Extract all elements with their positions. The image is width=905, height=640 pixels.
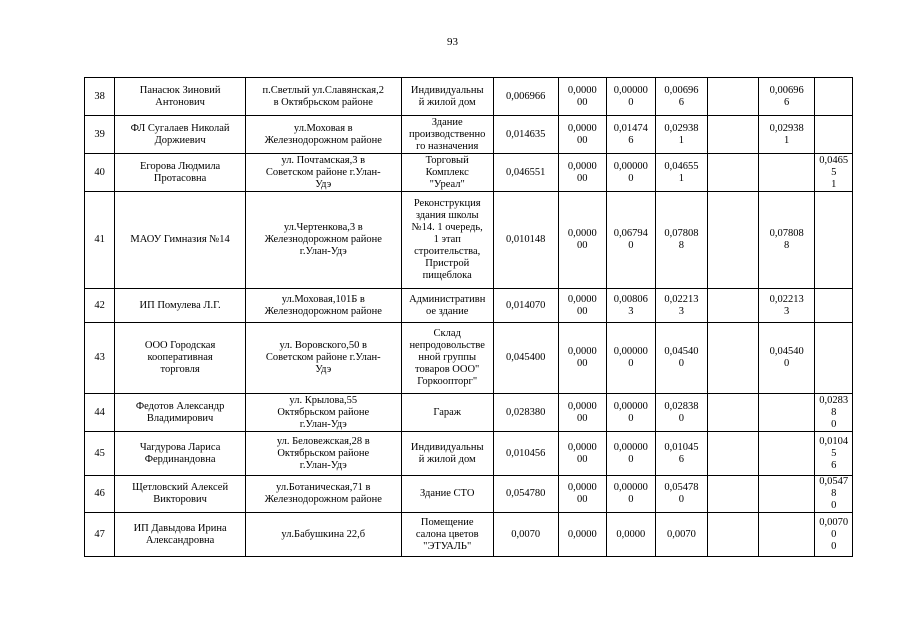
table-row bbox=[85, 394, 853, 432]
row-number-cell: 47 bbox=[85, 513, 115, 557]
value-7-cell: 0,00700 0 bbox=[815, 513, 853, 557]
value-1-cell: 0,010456 bbox=[493, 432, 558, 476]
value-4-cell: 0,00696 6 bbox=[655, 78, 708, 116]
table-row bbox=[85, 323, 853, 394]
value-3-cell: 0,00000 0 bbox=[607, 78, 656, 116]
object-type-cell: Здание производственно го назначения bbox=[401, 116, 493, 154]
object-type-cell: Помещение салона цветов "ЭТУАЛЬ" bbox=[401, 513, 493, 557]
value-2-cell: 0,0000 00 bbox=[558, 78, 607, 116]
value-3-cell: 0,01474 6 bbox=[607, 116, 656, 154]
value-4-cell: 0,07808 8 bbox=[655, 192, 708, 289]
value-4-cell: 0,02938 1 bbox=[655, 116, 708, 154]
value-6-cell bbox=[758, 154, 815, 192]
table-row bbox=[85, 289, 853, 323]
value-3-cell: 0,0000 bbox=[607, 513, 656, 557]
value-4-cell: 0,02838 0 bbox=[655, 394, 708, 432]
owner-name-cell: ООО Городская кооперативная торговля bbox=[115, 323, 246, 394]
value-2-cell: 0,0000 00 bbox=[558, 154, 607, 192]
value-2-cell: 0,0000 00 bbox=[558, 192, 607, 289]
table-row bbox=[85, 432, 853, 476]
value-4-cell: 0,02213 3 bbox=[655, 289, 708, 323]
value-5-cell bbox=[708, 323, 759, 394]
value-1-cell: 0,0070 bbox=[493, 513, 558, 557]
value-4-cell: 0,01045 6 bbox=[655, 432, 708, 476]
owner-name-cell: Щетловский Алексей Викторович bbox=[115, 476, 246, 513]
address-cell: ул.Моховая,101Б в Железнодорожном районе bbox=[245, 289, 401, 323]
value-2-cell: 0,0000 00 bbox=[558, 432, 607, 476]
object-type-cell: Административн ое здание bbox=[401, 289, 493, 323]
owner-name-cell: ФЛ Сугалаев Николай Доржиевич bbox=[115, 116, 246, 154]
value-7-cell bbox=[815, 289, 853, 323]
address-cell: ул. Крылова,55 Октябрьском районе г.Улан-Удэ bbox=[245, 394, 401, 432]
row-number-cell: 45 bbox=[85, 432, 115, 476]
value-5-cell bbox=[708, 394, 759, 432]
object-type-cell: Индивидуальны й жилой дом bbox=[401, 432, 493, 476]
value-6-cell: 0,02213 3 bbox=[758, 289, 815, 323]
value-6-cell: 0,02938 1 bbox=[758, 116, 815, 154]
data-table bbox=[84, 77, 853, 557]
object-type-cell: Здание СТО bbox=[401, 476, 493, 513]
table-body bbox=[85, 78, 853, 557]
value-1-cell: 0,028380 bbox=[493, 394, 558, 432]
object-type-cell: Гараж bbox=[401, 394, 493, 432]
page-number: 93 bbox=[447, 36, 458, 48]
value-5-cell bbox=[708, 476, 759, 513]
owner-name-cell: Панасюк Зиновий Антонович bbox=[115, 78, 246, 116]
value-4-cell: 0,04540 0 bbox=[655, 323, 708, 394]
value-2-cell: 0,0000 00 bbox=[558, 323, 607, 394]
value-3-cell: 0,00000 0 bbox=[607, 154, 656, 192]
address-cell: ул. Воровского,50 в Советском районе г.Улан- Удэ bbox=[245, 323, 401, 394]
object-type-cell: Склад непродовольстве нной группы товаров ООО" Горкоопторг" bbox=[401, 323, 493, 394]
value-1-cell: 0,010148 bbox=[493, 192, 558, 289]
value-3-cell: 0,00000 0 bbox=[607, 394, 656, 432]
owner-name-cell: Чагдурова Лариса Фердинандовна bbox=[115, 432, 246, 476]
row-number-cell: 43 bbox=[85, 323, 115, 394]
value-7-cell: 0,05478 0 bbox=[815, 476, 853, 513]
value-7-cell bbox=[815, 78, 853, 116]
row-number-cell: 46 bbox=[85, 476, 115, 513]
owner-name-cell: Федотов Александр Владимирович bbox=[115, 394, 246, 432]
row-number-cell: 41 bbox=[85, 192, 115, 289]
value-2-cell: 0,0000 00 bbox=[558, 476, 607, 513]
value-3-cell: 0,00000 0 bbox=[607, 323, 656, 394]
address-cell: ул.Моховая в Железнодорожном районе bbox=[245, 116, 401, 154]
value-2-cell: 0,0000 00 bbox=[558, 116, 607, 154]
value-5-cell bbox=[708, 154, 759, 192]
value-7-cell: 0,02838 0 bbox=[815, 394, 853, 432]
value-6-cell: 0,04540 0 bbox=[758, 323, 815, 394]
value-3-cell: 0,00000 0 bbox=[607, 476, 656, 513]
value-6-cell: 0,07808 8 bbox=[758, 192, 815, 289]
owner-name-cell: Егорова Людмила Протасовна bbox=[115, 154, 246, 192]
value-4-cell: 0,0070 bbox=[655, 513, 708, 557]
row-number-cell: 44 bbox=[85, 394, 115, 432]
value-6-cell: 0,00696 6 bbox=[758, 78, 815, 116]
address-cell: ул. Почтамская,3 в Советском районе г.Улан- Удэ bbox=[245, 154, 401, 192]
table-row bbox=[85, 192, 853, 289]
table-row bbox=[85, 78, 853, 116]
owner-name-cell: ИП Давыдова Ирина Александровна bbox=[115, 513, 246, 557]
value-3-cell: 0,06794 0 bbox=[607, 192, 656, 289]
object-type-cell: Реконструкция здания школы №14. 1 очередь, 1 этап строительства, Пристрой пищеблока bbox=[401, 192, 493, 289]
value-3-cell: 0,00806 3 bbox=[607, 289, 656, 323]
row-number-cell: 39 bbox=[85, 116, 115, 154]
value-5-cell bbox=[708, 289, 759, 323]
value-1-cell: 0,046551 bbox=[493, 154, 558, 192]
value-5-cell bbox=[708, 192, 759, 289]
value-5-cell bbox=[708, 513, 759, 557]
address-cell: п.Светлый ул.Славянская,2 в Октябрьском районе bbox=[245, 78, 401, 116]
value-6-cell bbox=[758, 432, 815, 476]
value-1-cell: 0,045400 bbox=[493, 323, 558, 394]
owner-name-cell: МАОУ Гимназия №14 bbox=[115, 192, 246, 289]
value-5-cell bbox=[708, 116, 759, 154]
table-row bbox=[85, 513, 853, 557]
table-row bbox=[85, 154, 853, 192]
value-3-cell: 0,00000 0 bbox=[607, 432, 656, 476]
address-cell: ул. Беловежская,28 в Октябрьском районе г.Улан-Удэ bbox=[245, 432, 401, 476]
address-cell: ул.Ботаническая,71 в Железнодорожном районе bbox=[245, 476, 401, 513]
value-6-cell bbox=[758, 476, 815, 513]
value-7-cell: 0,01045 6 bbox=[815, 432, 853, 476]
address-cell: ул.Чертенкова,3 в Железнодорожном районе г.Улан-Удэ bbox=[245, 192, 401, 289]
value-2-cell: 0,0000 00 bbox=[558, 289, 607, 323]
value-6-cell bbox=[758, 394, 815, 432]
value-7-cell bbox=[815, 116, 853, 154]
value-5-cell bbox=[708, 78, 759, 116]
value-6-cell bbox=[758, 513, 815, 557]
value-1-cell: 0,014070 bbox=[493, 289, 558, 323]
row-number-cell: 40 bbox=[85, 154, 115, 192]
value-2-cell: 0,0000 00 bbox=[558, 394, 607, 432]
address-cell: ул.Бабушкина 22,б bbox=[245, 513, 401, 557]
value-7-cell: 0,04655 1 bbox=[815, 154, 853, 192]
object-type-cell: Индивидуальны й жилой дом bbox=[401, 78, 493, 116]
table-row bbox=[85, 116, 853, 154]
value-4-cell: 0,04655 1 bbox=[655, 154, 708, 192]
value-7-cell bbox=[815, 323, 853, 394]
value-1-cell: 0,006966 bbox=[493, 78, 558, 116]
row-number-cell: 42 bbox=[85, 289, 115, 323]
value-5-cell bbox=[708, 432, 759, 476]
table-row bbox=[85, 476, 853, 513]
value-7-cell bbox=[815, 192, 853, 289]
object-type-cell: Торговый Комплекс "Уреал" bbox=[401, 154, 493, 192]
row-number-cell: 38 bbox=[85, 78, 115, 116]
value-4-cell: 0,05478 0 bbox=[655, 476, 708, 513]
value-2-cell: 0,0000 bbox=[558, 513, 607, 557]
owner-name-cell: ИП Помулева Л.Г. bbox=[115, 289, 246, 323]
value-1-cell: 0,014635 bbox=[493, 116, 558, 154]
value-1-cell: 0,054780 bbox=[493, 476, 558, 513]
